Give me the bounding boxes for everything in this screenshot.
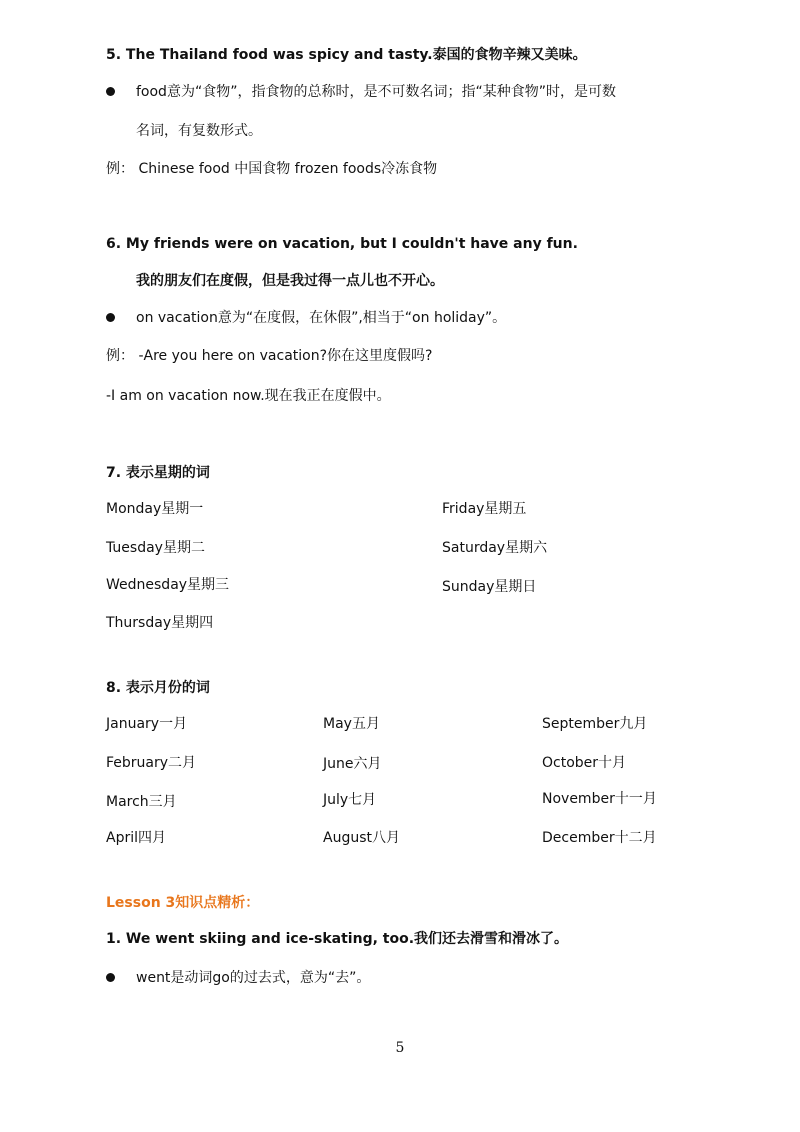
section-6-bullet: on vacation意为“在度假，在休假”,相当于“on holiday”。 bbox=[136, 310, 507, 326]
lesson-3-bullet-1: went是动词go的过去式，意为“去”。 bbox=[136, 970, 371, 986]
section-7-heading: 7. 表示星期的词 bbox=[106, 465, 210, 481]
month-item: May五月 bbox=[323, 716, 380, 732]
section-6-heading: 6. My friends were on vacation, but I couldn't have any fun. bbox=[106, 236, 578, 252]
bullet-dot bbox=[106, 313, 115, 322]
weekday-item: Sunday星期日 bbox=[442, 579, 537, 595]
section-5-bullet-line-2: 名词，有复数形式。 bbox=[136, 123, 262, 139]
section-6-example-1: 例： -Are you here on vacation?你在这里度假吗? bbox=[106, 348, 433, 364]
bullet-dot bbox=[106, 973, 115, 982]
section-5-bullet-line-1: food意为“食物”，指食物的总称时，是不可数名词；指“某种食物”时，是可数 bbox=[136, 84, 616, 100]
section-6-example-2: -I am on vacation now.现在我正在度假中。 bbox=[106, 388, 391, 404]
month-item: November十一月 bbox=[542, 791, 657, 807]
lesson-3-title: Lesson 3知识点精析： bbox=[106, 895, 260, 911]
month-item: February二月 bbox=[106, 755, 197, 771]
month-item: April四月 bbox=[106, 830, 166, 846]
month-item: December十二月 bbox=[542, 830, 657, 846]
month-item: September九月 bbox=[542, 716, 648, 732]
section-5-heading: 5. The Thailand food was spicy and tasty.泰国的食物辛辣又美味。 bbox=[106, 47, 587, 63]
month-item: August八月 bbox=[323, 830, 400, 846]
section-8-heading: 8. 表示月份的词 bbox=[106, 680, 210, 696]
weekday-item: Friday星期五 bbox=[442, 501, 527, 517]
section-5-example: 例： Chinese food 中国食物 frozen foods冷冻食物 bbox=[106, 161, 438, 177]
bullet-dot bbox=[106, 87, 115, 96]
weekday-item: Monday星期一 bbox=[106, 501, 204, 517]
weekday-item: Saturday星期六 bbox=[442, 540, 548, 556]
weekday-item: Thursday星期四 bbox=[106, 615, 214, 631]
month-item: March三月 bbox=[106, 794, 177, 810]
month-item: June六月 bbox=[323, 756, 382, 772]
month-item: July七月 bbox=[323, 792, 377, 808]
page-number: 5 bbox=[395, 1040, 405, 1056]
month-item: January一月 bbox=[106, 716, 188, 732]
section-6-translation: 我的朋友们在度假，但是我过得一点儿也不开心。 bbox=[136, 273, 444, 289]
weekday-item: Wednesday星期三 bbox=[106, 577, 230, 593]
month-item: October十月 bbox=[542, 755, 627, 771]
lesson-3-heading-1: 1. We went skiing and ice-skating, too.我们还去滑雪和滑冰了。 bbox=[106, 931, 569, 947]
weekday-item: Tuesday星期二 bbox=[106, 540, 205, 556]
